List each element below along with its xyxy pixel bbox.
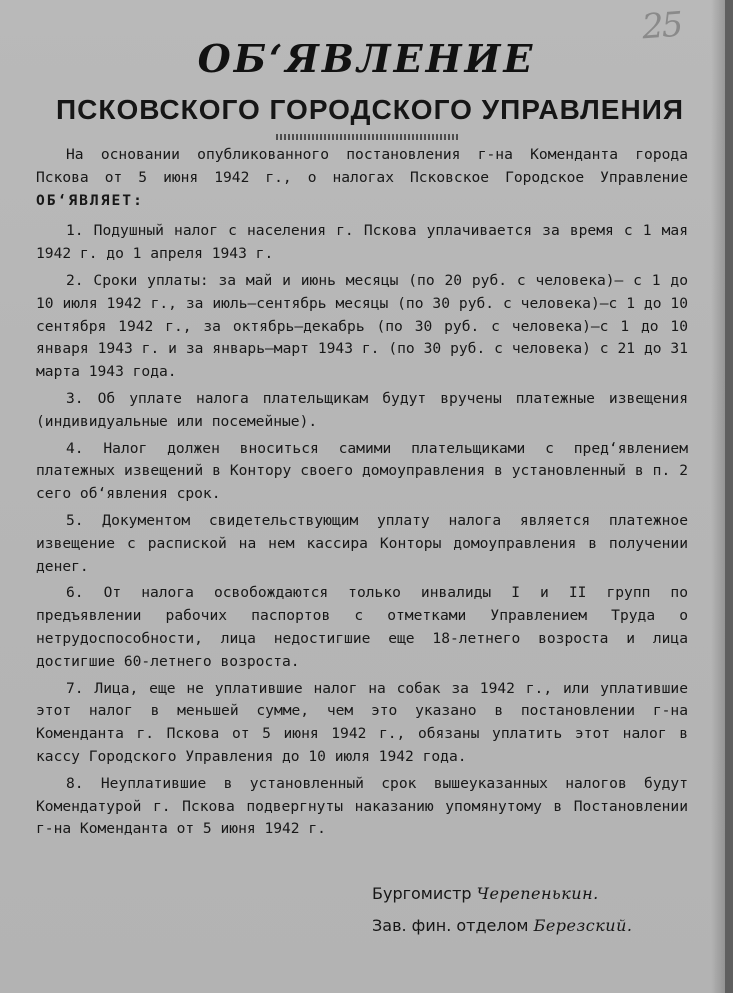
document-subtitle: ПСКОВСКОГО ГОРОДСКОГО УПРАВЛЕНИЯ	[56, 94, 684, 125]
item-8: 8. Неуплатившие в установленный срок вышеуказанных налогов будут Комендатурой г. Пскова подвергнуты наказанию упомянутому в Постановлении г-на Коменданта от 5 июня 1942 г.	[36, 774, 688, 838]
item-1: 1. Подушный налог с населения г. Пскова уплачивается за время с 1 мая 1942 г. до 1 апреля 1943 г.	[36, 222, 688, 263]
item-7: 7. Лица, еще не уплатившие налог на собак за 1942 г., или уплатившие этот налог в меньшей сумме, чем это указано в постановлении г-на Коменданта г. Пскова от 5 июня 1942 г., обязаны уплатить этот налог в кассу Городского Управления до 10 июля 1942 года.	[36, 679, 688, 765]
page-edge-shadow	[725, 0, 733, 993]
intro-emphasis: ОБ‘ЯВЛЯЕТ:	[36, 191, 144, 209]
signature-burgomaster	[372, 884, 599, 903]
document-title: ОБ‘ЯВЛЕНИЕ	[197, 36, 536, 81]
item-6: 6. От налога освобождаются только инвалиды I и II групп по предъявлении рабочих паспортов с отметками Управлением Труда о нетрудоспособности, лица недостигшие еще 18-летнего возроста и лица достигшие 60-летнего возроста.	[36, 584, 688, 670]
item-2: 2. Сроки уплаты: за май и июнь месяцы (по 20 руб. с человека)— с 1 до 10 июля 1942 г., за июль—сентябрь месяцы (по 30 руб. с человека)—с 1 до 10 сентября 1942 г., за октябрь—декабрь (по 30 руб. с человека)—с 1 до 10 января 1943 г. и за январь—март 1943 г. (по 30 руб. с человека) с 21 до 31 марта 1943 года.	[36, 271, 688, 381]
archive-page-number: 25	[640, 4, 683, 48]
announcement-body	[36, 144, 688, 845]
item-3: 3. Об уплате налога плательщикам будут вручены платежные извещения (индивидуальные или посемейные).	[36, 389, 688, 430]
item-4: 4. Налог должен вноситься самими плательщиками с пред‘явлением платежных извещений в Контору своего домоуправления в установленный в п. 2 сего об‘явления срок.	[36, 439, 688, 503]
signature-role: Зав. фин. отделом	[372, 916, 529, 935]
title-ornament	[276, 134, 460, 140]
signature-finance-head	[372, 916, 632, 935]
signature-name: Черепенькин.	[476, 884, 599, 903]
signature-name: Березский.	[533, 916, 633, 935]
item-5: 5. Документом свидетельствующим уплату налога является платежное извещение с распиской на нем кассира Конторы домоуправления в получении денег.	[36, 511, 688, 575]
signature-role: Бургомистр	[372, 884, 472, 903]
intro-paragraph	[36, 144, 688, 212]
intro-text: На основании опубликованного постановления г-на Коменданта города Пскова от 5 июня 1942 г., о налогах Псковское Городское Управление	[36, 146, 688, 186]
